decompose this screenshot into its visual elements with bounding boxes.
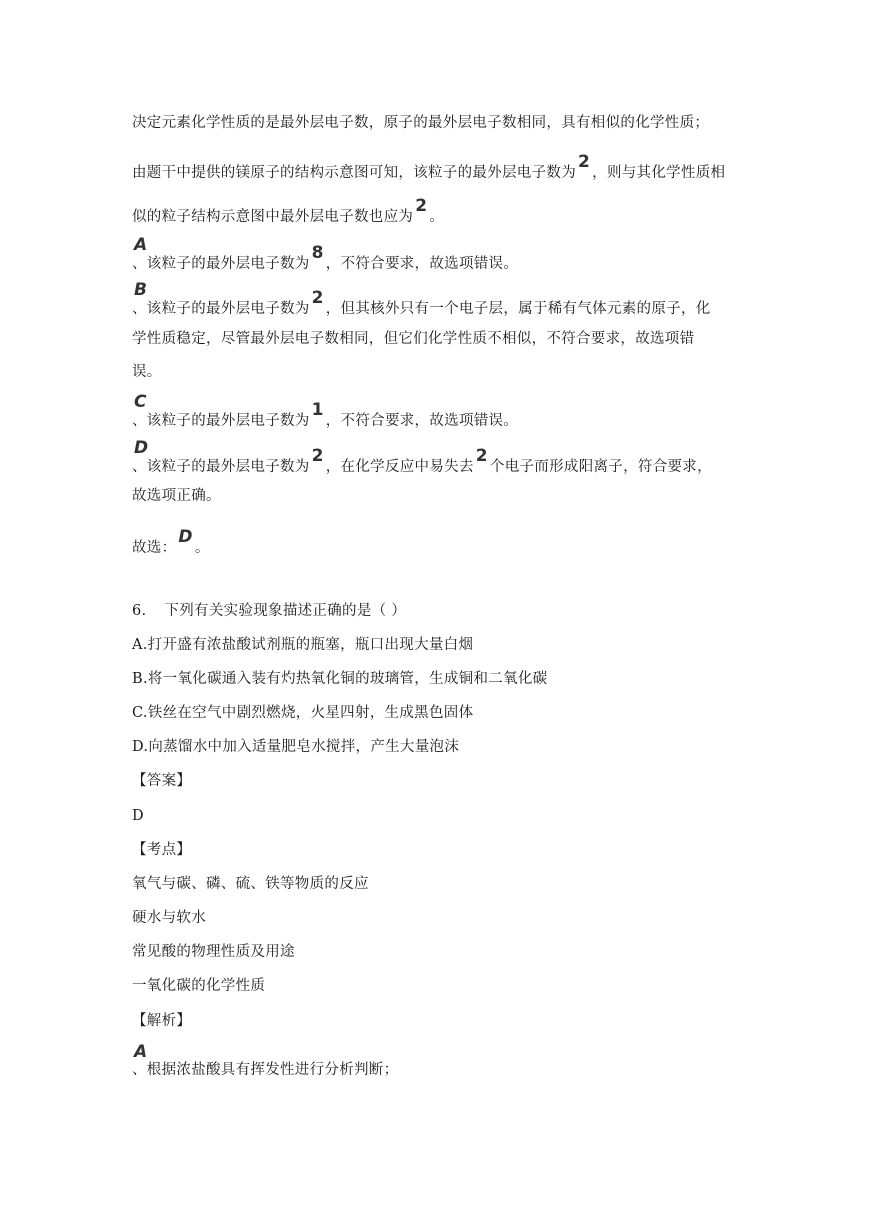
kaodian-item: 一氧化碳的化学性质 bbox=[132, 978, 266, 994]
option-b-analysis-line-3: 误。 bbox=[132, 364, 162, 380]
math-number: 2 bbox=[415, 196, 428, 216]
option-letter: B bbox=[134, 280, 148, 300]
analysis-paragraph-2: 由题干中提供的镁原子的结构示意图可知，该粒子的最外层电子数为2，则与其化学性质相 bbox=[132, 152, 726, 181]
question-option-c: C.铁丝在空气中剧烈燃烧，火星四射，生成黑色固体 bbox=[132, 705, 474, 721]
math-number: 2 bbox=[311, 288, 324, 308]
analysis-paragraph-1: 决定元素化学性质的是最外层电子数，原子的最外层电子数相同，具有相似的化学性质； bbox=[132, 115, 710, 131]
kaodian-item: 硬水与软水 bbox=[132, 910, 206, 926]
option-letter: A bbox=[134, 235, 148, 255]
option-d-analysis: D 、该粒子的最外层电子数为2，在化学反应中易失去2个电子而形成阳离子，符合要求， bbox=[132, 438, 712, 475]
kaodian-heading: 【考点】 bbox=[132, 842, 192, 858]
option-letter: A bbox=[134, 1042, 148, 1062]
option-d-analysis-line-2: 故选项正确。 bbox=[132, 488, 221, 504]
math-number: 1 bbox=[311, 400, 324, 420]
question-number: 6. bbox=[132, 603, 147, 619]
answer-value: D bbox=[132, 808, 144, 824]
jiexi-option-a: A 、根据浓盐酸具有挥发性进行分析判断； bbox=[132, 1042, 399, 1078]
math-number: 2 bbox=[475, 446, 488, 466]
option-b-analysis-line-2: 学性质稳定，尽管最外层电子数相同，但它们化学性质不相似，不符合要求，故选项错 bbox=[132, 331, 695, 347]
answer-heading: 【答案】 bbox=[132, 773, 192, 789]
option-c-analysis: C 、该粒子的最外层电子数为1，不符合要求，故选项错误。 bbox=[132, 392, 519, 429]
option-letter: D bbox=[134, 438, 149, 458]
kaodian-item: 氧气与碳、磷、硫、铁等物质的反应 bbox=[132, 876, 369, 892]
question-option-d: D.向蒸馏水中加入适量肥皂水搅拌，产生大量泡沫 bbox=[132, 739, 460, 755]
question-stem: 6. 下列有关实验现象描述正确的是（ ） bbox=[132, 603, 407, 619]
jiexi-heading: 【解析】 bbox=[132, 1013, 192, 1029]
kaodian-item: 常见酸的物理性质及用途 bbox=[132, 944, 295, 960]
option-b-analysis: B 、该粒子的最外层电子数为2，但其核外只有一个电子层，属于稀有气体元素的原子，化 bbox=[132, 280, 711, 317]
final-choice: 故选：D。 bbox=[132, 527, 210, 556]
option-a-analysis: A 、该粒子的最外层电子数为8，不符合要求，故选项错误。 bbox=[132, 235, 519, 272]
math-number: 8 bbox=[311, 243, 324, 263]
analysis-paragraph-3: 似的粒子结构示意图中最外层电子数也应为2。 bbox=[132, 196, 445, 225]
question-option-b: B.将一氧化碳通入装有灼热氧化铜的玻璃管，生成铜和二氧化碳 bbox=[132, 671, 548, 687]
math-number: 2 bbox=[578, 152, 591, 172]
math-letter: D bbox=[178, 527, 193, 547]
question-option-a: A.打开盛有浓盐酸试剂瓶的瓶塞，瓶口出现大量白烟 bbox=[132, 637, 474, 653]
math-number: 2 bbox=[311, 446, 324, 466]
option-letter: C bbox=[134, 392, 147, 412]
